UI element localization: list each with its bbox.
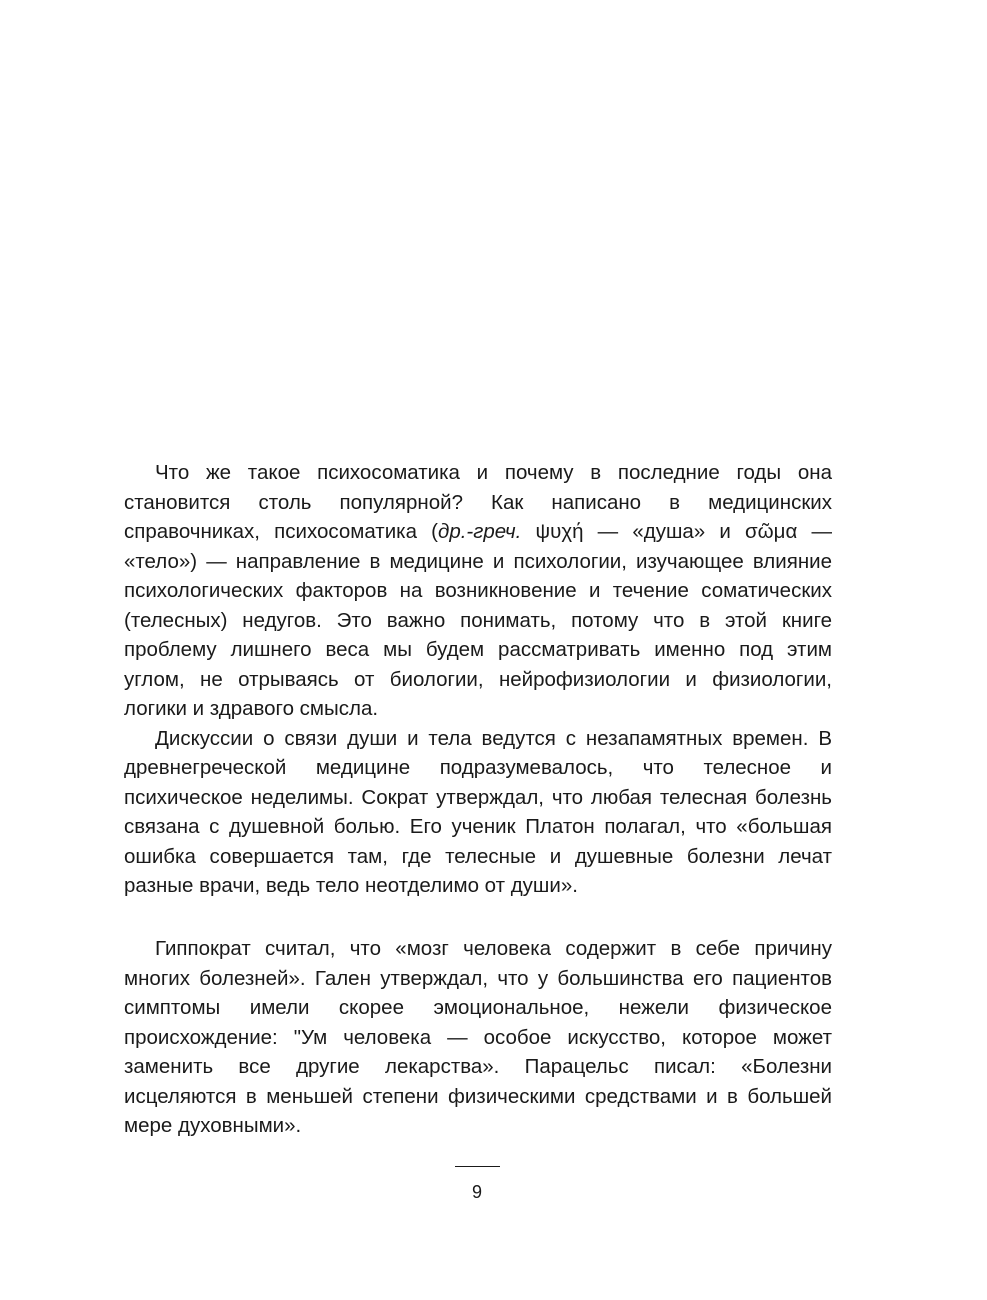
footer-divider <box>455 1166 500 1167</box>
paragraph-1-text-after: ψυχή — «душа» и σῶμα — «тело») — направление в медицине и психологии, изучающее влияние психологических факторов на возникновение и течение соматических (телесных) недугов. Это важно понимать, потому что в этой книге проблему лишнего веса мы будем рассматривать именно под этим углом, не отрываясь от биологии, нейрофизиологии и физиологии, логики и здравого смысла. <box>124 520 833 720</box>
text-block-upper <box>124 458 832 901</box>
text-block-lower <box>124 934 832 1141</box>
paragraph-psychosomatics-definition <box>124 458 832 724</box>
paragraph-1-italic-abbrev: др.-греч. <box>437 520 522 543</box>
paragraph-soul-body-discussion: Дискуссии о связи души и тела ведутся с незапамятных времен. В древнегреческой медицине подразумевалось, что телесное и психическое неделимы. Сократ утверждал, что любая телесная болезнь связана с душевной болью. Его ученик Платон полагал, что «большая ошибка совершается там, где телесные и душевные болезни лечат разные врачи, ведь тело неотделимо от души». <box>124 726 832 897</box>
page-number: 9 <box>471 1182 482 1202</box>
paragraph-hippocrates-galen-paracelsus: Гиппократ считал, что «мозг человека содержит в себе причину многих болезней». Гален утверждал, что у большинства его пациентов симптомы имели скорее эмоциональное, нежели физическое происхождение: "Ум человека — особое искусство, которое может заменить все другие лекарства». Парацельс писал: «Болезни исцеляются в меньшей степени физическими средствами и в большей мере духовными». <box>124 937 832 1137</box>
paragraph-1-text-before: Что же такое психосоматика и почему в последние годы она становится столь популярной? Как написано в медицинских справочниках, психосоматика ( <box>124 461 832 543</box>
